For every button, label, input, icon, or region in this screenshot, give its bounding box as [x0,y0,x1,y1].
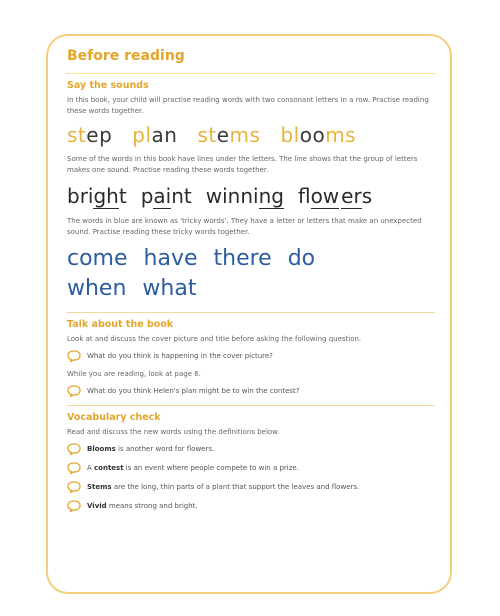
talk-heading: Talk about the book [67,319,174,330]
vocab-item [67,481,435,493]
sound-word-part: st [67,123,87,147]
sound-word [67,122,112,148]
tricky-words [67,244,367,304]
speech-bubble-icon [67,385,81,397]
blend-intro: Some of the words in this book have lines under the letters. The line shows that the group of letters makes one sound. Practise reading these words together. [67,155,418,174]
before-reading-card [46,34,452,594]
speech-bubble-icon [67,481,81,493]
speech-bubble-icon [67,462,81,474]
say-sounds-heading: Say the sounds [67,80,149,91]
question-2-text: What do you think Helen's plan might be to win the contest? [87,387,300,395]
underlined-grapheme: er [341,184,362,208]
tricky-word: what [142,276,197,301]
underlined-grapheme: ow [310,184,340,208]
sound-word-part: an [151,123,178,147]
card-content [67,47,435,519]
tricky-word: have [143,246,198,271]
sound-words [67,122,435,148]
word-part: winni [205,184,259,208]
blend-word [67,182,127,210]
blend-words [67,182,435,210]
sound-word-part: pl [132,123,152,147]
speech-bubble-icon [67,500,81,512]
talk-mid: While you are reading, look at page 6. [67,370,201,378]
vocab-definition [87,464,299,472]
sound-word [132,122,177,148]
say-sounds-intro: In this book, your child will practise reading words with two consonant letters in a row. Practise reading these words together. [67,96,429,115]
blend-word [298,182,372,210]
vocab-word: Stems [87,483,112,491]
word-part: p [140,184,154,208]
sound-word [280,122,356,148]
vocab-word: contest [94,464,124,472]
vocab-list [67,443,435,512]
vocab-post: means strong and bright. [106,502,198,510]
underlined-grapheme: gh [93,184,119,208]
word-part: t [118,184,127,208]
vocab-item [67,500,435,512]
word-part: nt [171,184,192,208]
vocab-heading: Vocabulary check [67,412,161,423]
vocab-definition [87,502,198,510]
vocab-intro: Read and discuss the new words using the definitions below. [67,428,280,436]
section-divider [67,312,435,313]
tricky-word: there [213,246,272,271]
sound-word [197,122,260,148]
vocab-word: Blooms [87,445,116,453]
dotted-divider [67,73,435,74]
speech-bubble-icon [67,350,81,362]
question-2 [67,385,435,397]
vocab-definition [87,483,359,491]
vocab-post: are the long, thin parts of a plant that support the leaves and flowers. [111,483,360,491]
blend-word [206,182,284,210]
word-part: bri [67,184,94,208]
word-part: s [361,184,373,208]
vocab-post: is another word for flowers. [115,445,215,453]
sound-word-part: ep [86,123,113,147]
word-part: fl [297,184,311,208]
tricky-word: when [67,276,127,301]
question-1 [67,350,435,362]
vocab-item [67,462,435,474]
sound-word-part: e [216,123,230,147]
blend-word [141,182,192,210]
tricky-word: do [287,246,316,271]
vocab-pre: A [87,464,95,472]
vocab-definition [87,445,214,453]
sound-word-part: ms [325,123,357,147]
tricky-intro: The words in blue are known as 'tricky words'. They have a letter or letters that make an unexpected sound. Practise reading these tricky words together. [67,217,422,236]
vocab-word: Vivid [87,502,107,510]
sound-word-part: oo [299,123,326,147]
question-1-text: What do you think is happening in the cover picture? [87,352,273,360]
underlined-grapheme: ng [258,184,284,208]
sound-word-part: st [197,123,217,147]
page-title: Before reading [67,48,185,64]
tricky-word: come [67,246,128,271]
sound-word-part: bl [280,123,300,147]
talk-intro: Look at and discuss the cover picture and title before asking the following question. [67,335,362,343]
vocab-item [67,443,435,455]
speech-bubble-icon [67,443,81,455]
sound-word-part: ms [229,123,261,147]
underlined-grapheme: ai [153,184,172,208]
section-divider [67,405,435,406]
vocab-post: is an event where people compete to win a prize. [123,464,299,472]
